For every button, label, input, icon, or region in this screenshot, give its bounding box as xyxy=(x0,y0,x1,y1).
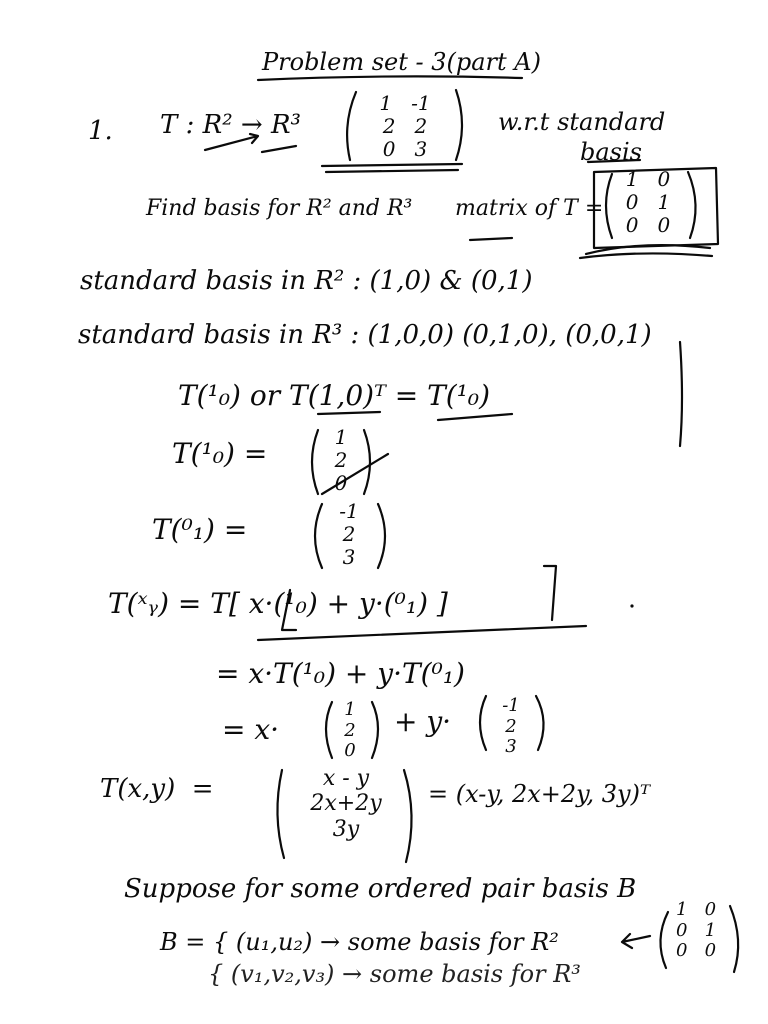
step2-part-a: = x· xyxy=(222,713,280,746)
matrix-of-T-row: 0 0 xyxy=(625,213,671,237)
page-title: Problem set - 3(part A) xyxy=(262,48,541,76)
column-entry: 2 xyxy=(342,522,356,546)
basis-label: basis xyxy=(580,138,642,166)
result-tuple: = (x-y, 2x+2y, 3y)ᵀ xyxy=(428,780,651,808)
margin-line xyxy=(680,342,682,446)
step2-a-left-bracket xyxy=(326,702,332,758)
stray-dot xyxy=(630,604,633,607)
result-right-bracket xyxy=(404,770,412,862)
Txy-bracket-right xyxy=(544,566,556,620)
given-matrix-underline xyxy=(322,164,462,172)
result-left-bracket xyxy=(277,770,284,858)
std-basis-R2: standard basis in R² : (1,0) & (0,1) xyxy=(80,266,533,296)
column-entry: -1 xyxy=(502,695,520,716)
given-matrix-row: 1 -1 xyxy=(379,91,431,115)
B-line: B = { (u₁,u₂) → some basis for R² xyxy=(160,928,559,956)
result-lhs: T(x,y) = xyxy=(100,774,214,804)
column-entry: 1 xyxy=(344,699,356,720)
matrix-of-T-right-bracket xyxy=(688,172,696,238)
column-entry: -1 xyxy=(339,499,359,523)
title-underline xyxy=(258,76,522,80)
given-matrix-left-bracket xyxy=(347,92,356,160)
last-matrix-right-bracket xyxy=(730,906,738,972)
std-basis-R3: standard basis in R³ : (1,0,0) (0,1,0), (0,0,1) xyxy=(78,320,652,350)
column-entry: 1 xyxy=(334,425,348,449)
Txy-underline xyxy=(258,626,586,640)
T01-column-left-bracket xyxy=(315,504,322,568)
column-entry: 3 xyxy=(505,736,517,758)
step2-part-b: + y· xyxy=(394,705,452,738)
column-entry: x - y xyxy=(322,766,370,791)
T10-underline xyxy=(318,412,512,420)
wrt-label: w.r.t standard xyxy=(498,108,666,136)
T10-column-left-bracket xyxy=(312,430,318,494)
matrix-of-T-box xyxy=(594,168,718,248)
column-entry: 2 xyxy=(344,719,356,741)
mapping-underline xyxy=(205,134,258,150)
step2-a-right-bracket xyxy=(372,702,378,758)
suppose-text: Suppose for some ordered pair basis B xyxy=(124,874,637,904)
B-line-2: { (v₁,v₂,v₃) → some basis for R³ xyxy=(208,960,581,988)
step2-b-left-bracket xyxy=(480,696,486,750)
last-matrix-left-bracket xyxy=(660,912,668,968)
column-entry: 3 xyxy=(342,545,356,569)
problem-number: 1. xyxy=(88,116,113,146)
mapping-underline-2 xyxy=(262,146,296,152)
column-entry: 2 xyxy=(334,448,348,472)
find-basis-text: Find basis for R² and R³ xyxy=(146,196,413,221)
column-entry: 2 xyxy=(505,715,517,737)
step2-b-right-bracket xyxy=(536,696,544,750)
basis-underline xyxy=(588,160,640,162)
last-matrix-row: 0 1 xyxy=(675,919,717,941)
T10-strike xyxy=(322,454,388,494)
given-matrix-right-bracket xyxy=(456,90,462,160)
find-basis-tick xyxy=(470,238,512,240)
Txy-bracket-left xyxy=(282,590,296,630)
column-entry: 0 xyxy=(334,471,348,495)
given-matrix-row: 2 2 xyxy=(382,114,428,138)
T01-lhs: T(⁰₁) = xyxy=(152,513,248,546)
column-entry: 2x+2y xyxy=(310,791,382,817)
T10-lhs: T(¹₀) = xyxy=(172,437,268,470)
matrix-of-T-text: matrix of T = xyxy=(455,196,604,221)
last-arrow xyxy=(622,934,650,948)
matrix-of-T-row: 1 0 xyxy=(625,167,671,191)
column-entry: 0 xyxy=(344,740,356,762)
T10-line: T(¹₀) or T(1,0)ᵀ = T(¹₀) xyxy=(178,379,491,412)
T01-column-right-bracket xyxy=(378,504,385,568)
matrix-of-T-left-bracket xyxy=(606,174,612,238)
T10-column-right-bracket xyxy=(364,430,370,494)
given-matrix-row: 0 3 xyxy=(382,137,428,161)
last-matrix-row: 1 0 xyxy=(675,899,717,920)
last-matrix-row: 0 0 xyxy=(675,940,717,962)
matrix-of-T-row: 0 1 xyxy=(625,190,671,214)
step1-line: = x·T(¹₀) + y·T(⁰₁) xyxy=(216,657,465,690)
mapping-text: T : R² → R³ xyxy=(160,110,301,140)
Txy-line: T(ˣᵧ) = T[ x·(¹₀) + y·(⁰₁) ] xyxy=(108,587,448,620)
column-entry: 3y xyxy=(332,816,360,842)
